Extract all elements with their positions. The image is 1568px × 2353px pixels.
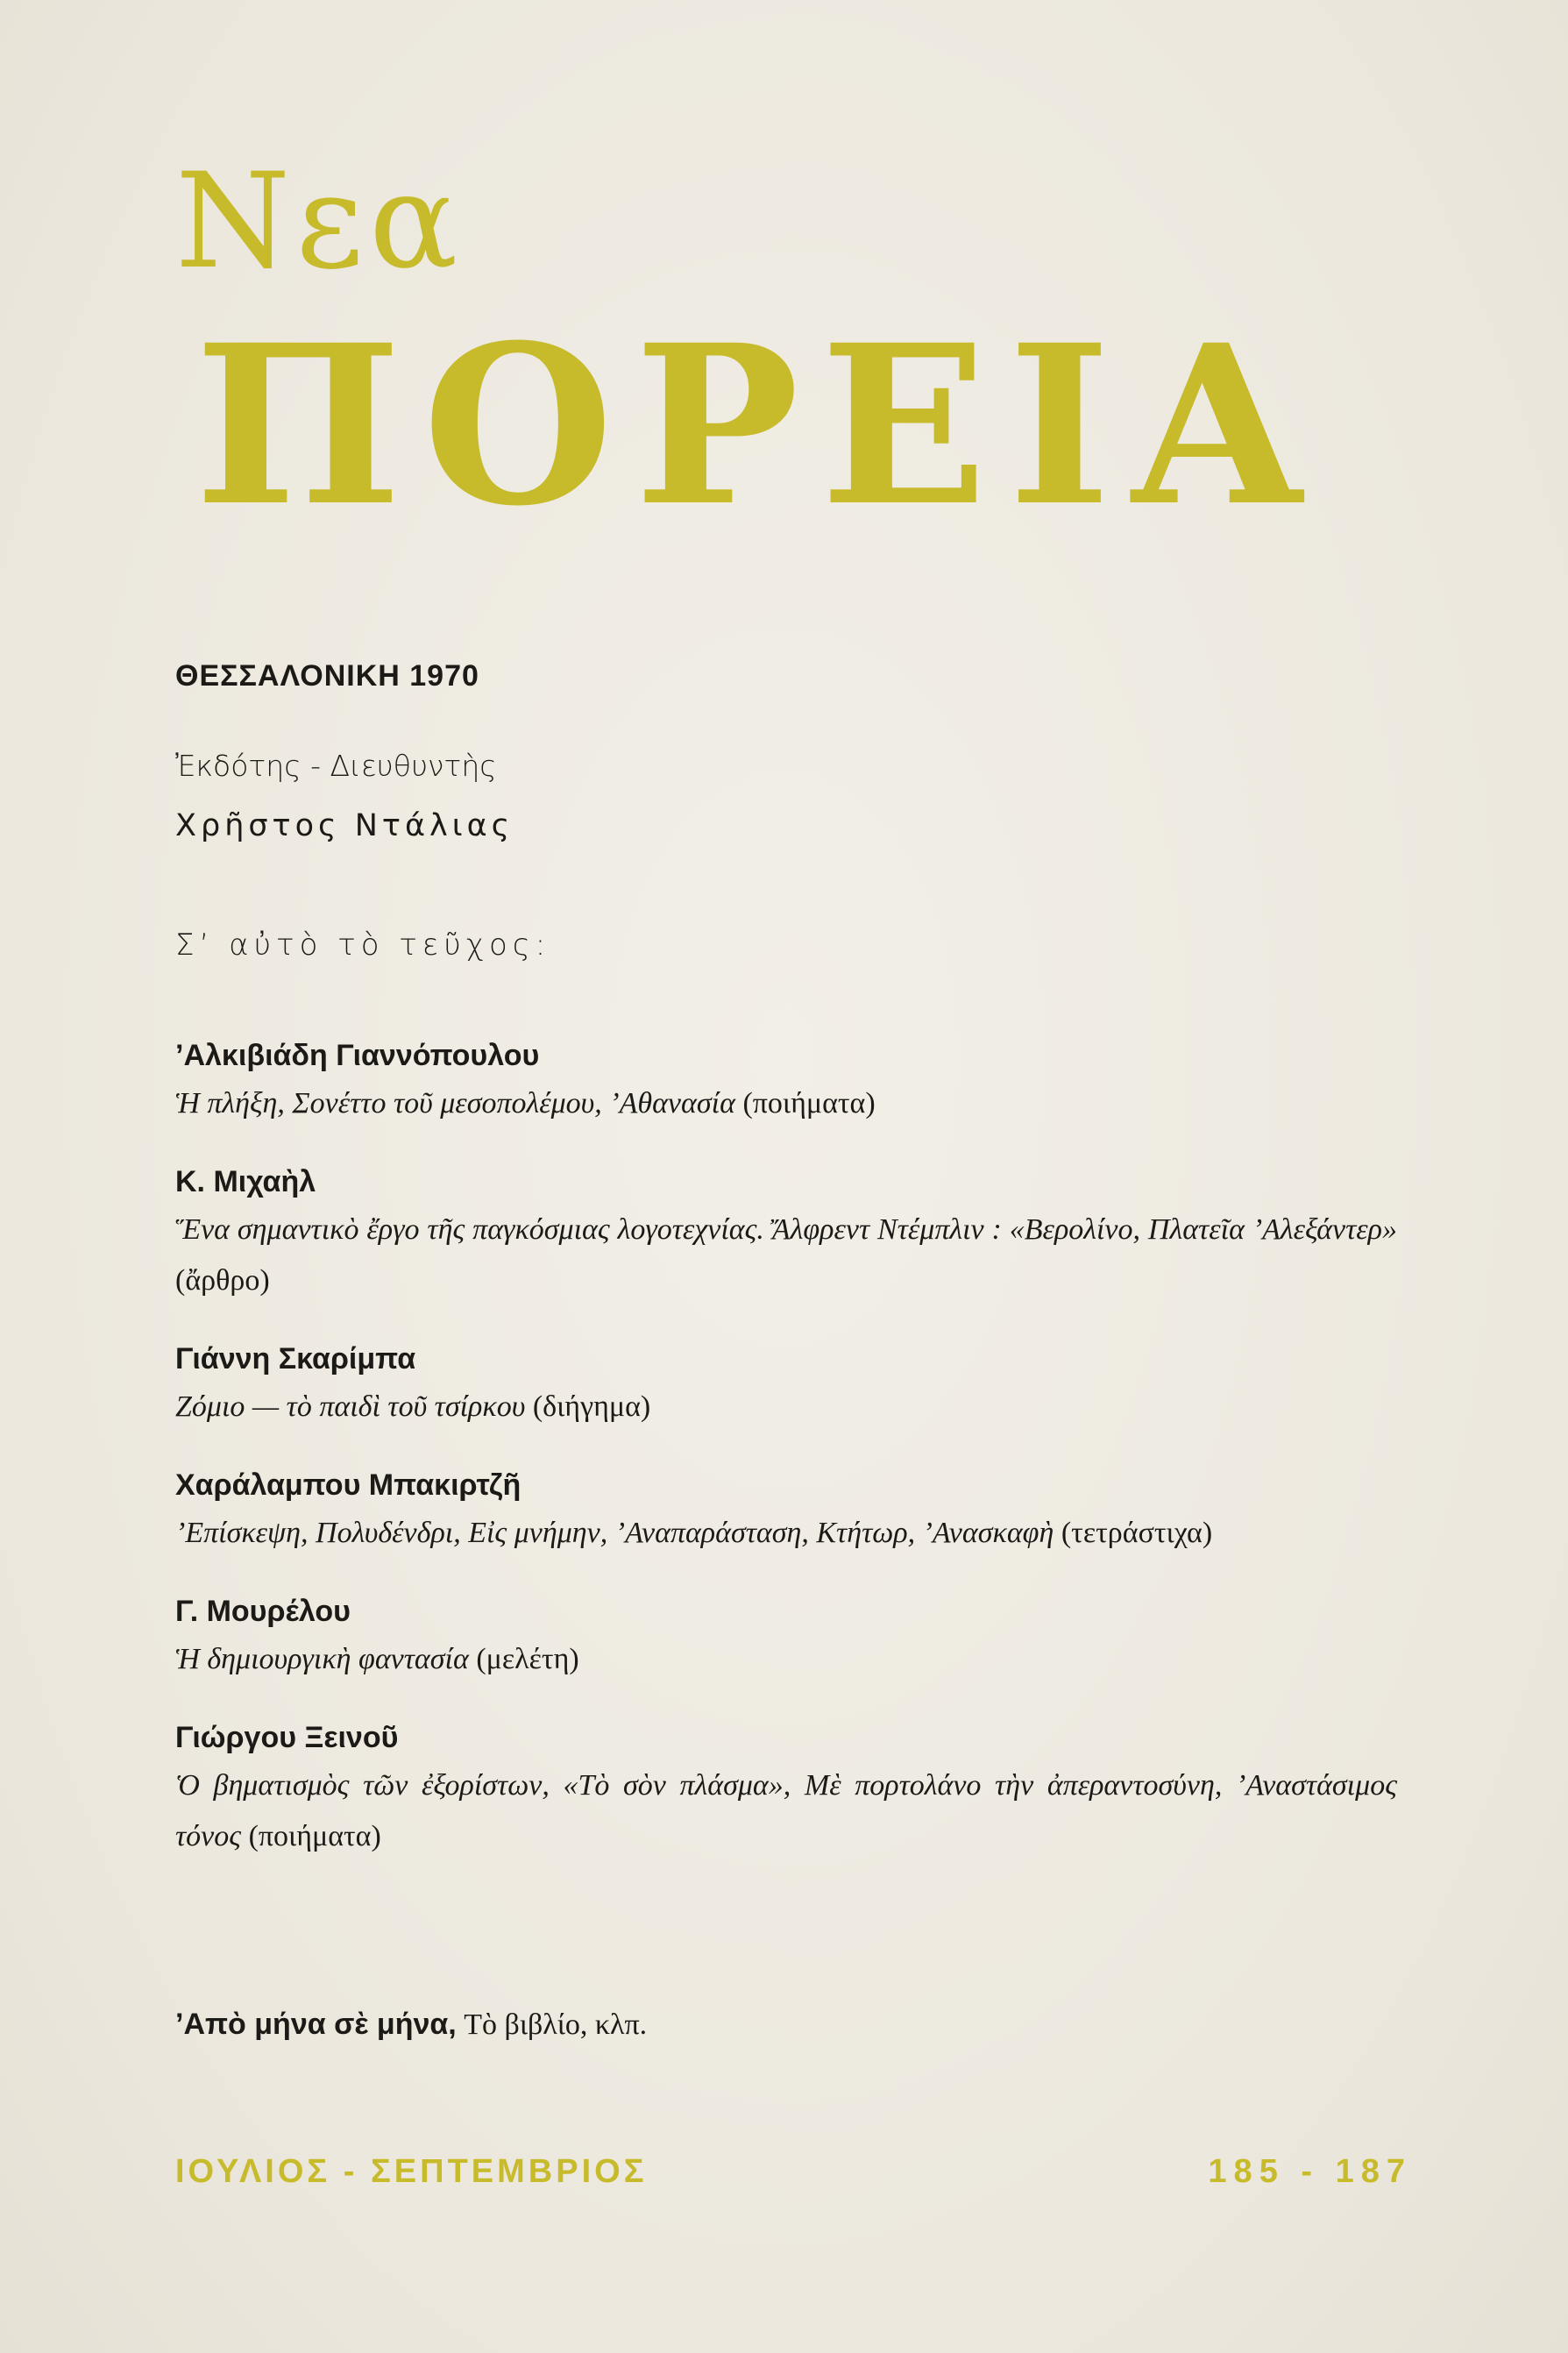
entry-author: ’Αλκιβιάδη Γιαννόπουλου bbox=[175, 1039, 540, 1072]
entry-author: Κ. Μιχαὴλ bbox=[175, 1165, 316, 1198]
entry-author: Γιάννη Σκαρίμπα bbox=[175, 1342, 416, 1376]
entry-genre: (ποιήματα) bbox=[248, 1820, 381, 1852]
regular-sections-line bbox=[175, 2008, 647, 2042]
place-and-year: ΘΕΣΣΑΛΟΝΙΚΗ 1970 bbox=[175, 659, 479, 693]
masthead-small-title: Νεα bbox=[175, 146, 464, 298]
entry-works bbox=[175, 1382, 1397, 1432]
entry-titles: Ζόμιο — τὸ παιδὶ τοῦ τσίρκου bbox=[175, 1390, 526, 1423]
entry-titles: Ἡ δημιουργικὴ φαντασία bbox=[175, 1643, 469, 1675]
issue-contents-heading: Σ’ αὐτὸ τὸ τεῦχος: bbox=[175, 928, 551, 963]
entry-works bbox=[175, 1760, 1397, 1862]
entry-titles: Ἡ πλήξη, Σονέττο τοῦ μεσοπολέμου, ’Αθανασία bbox=[175, 1087, 735, 1120]
entry-titles: ’Επίσκεψη, Πολυδένδρι, Εἰς μνήμην, ’Αναπαράσταση, Κτήτωρ, ’Ανασκαφὴ bbox=[175, 1517, 1054, 1549]
contents-entry bbox=[175, 1033, 1397, 1129]
contents-entry bbox=[175, 1462, 1397, 1559]
masthead-large-title: ΠΟΡΕΙΑ bbox=[195, 296, 1323, 554]
entry-author: Γιώργου Ξεινοῦ bbox=[175, 1721, 399, 1754]
entry-works bbox=[175, 1078, 1397, 1129]
entry-works bbox=[175, 1634, 1397, 1685]
regular-section-title: ’Απὸ μήνα σὲ μήνα, bbox=[175, 2008, 457, 2041]
regular-section-rest: Τὸ βιβλίο, κλπ. bbox=[464, 2008, 648, 2041]
entry-works bbox=[175, 1508, 1397, 1559]
issue-numbers: 185 - 187 bbox=[1208, 2153, 1412, 2190]
entry-genre: (διήγημα) bbox=[532, 1390, 651, 1423]
entry-genre: (ποιήματα) bbox=[742, 1087, 876, 1120]
entry-titles: Ἕνα σημαντικὸ ἔργο τῆς παγκόσμιας λογοτεχνίας. Ἄλφρεντ Ντέμπλιν : «Βερολίνο, Πλατεῖα ’Αλεξάντερ» bbox=[175, 1213, 1397, 1246]
entry-genre: (μελέτη) bbox=[476, 1643, 579, 1675]
entry-author: Χαράλαμπου Μπακιρτζῆ bbox=[175, 1468, 521, 1502]
entry-titles: Ὁ βηματισμὸς τῶν ἐξορίστων, «Τὸ σὸν πλάσμα», Μὲ πορτολάνο τὴν ἀπεραντοσύνη, ’Αναστάσιμος τόνος bbox=[175, 1769, 1397, 1852]
entry-genre: (ἄρθρο) bbox=[175, 1264, 270, 1297]
entry-works bbox=[175, 1205, 1397, 1306]
contents-entry bbox=[175, 1589, 1397, 1685]
table-of-contents bbox=[175, 1033, 1397, 1892]
issue-months: ΙΟΥΛΙΟΣ - ΣΕΠΤΕΜΒΡΙΟΣ bbox=[175, 2153, 648, 2190]
contents-entry bbox=[175, 1159, 1397, 1306]
publisher-name: Χρῆστος Ντάλιας bbox=[175, 808, 514, 843]
entry-author: Γ. Μουρέλου bbox=[175, 1595, 351, 1628]
contents-entry bbox=[175, 1336, 1397, 1432]
entry-genre: (τετράστιχα) bbox=[1061, 1517, 1213, 1549]
publisher-label: Ἐκδότης - Διευθυντὴς bbox=[175, 749, 497, 783]
contents-entry bbox=[175, 1715, 1397, 1862]
